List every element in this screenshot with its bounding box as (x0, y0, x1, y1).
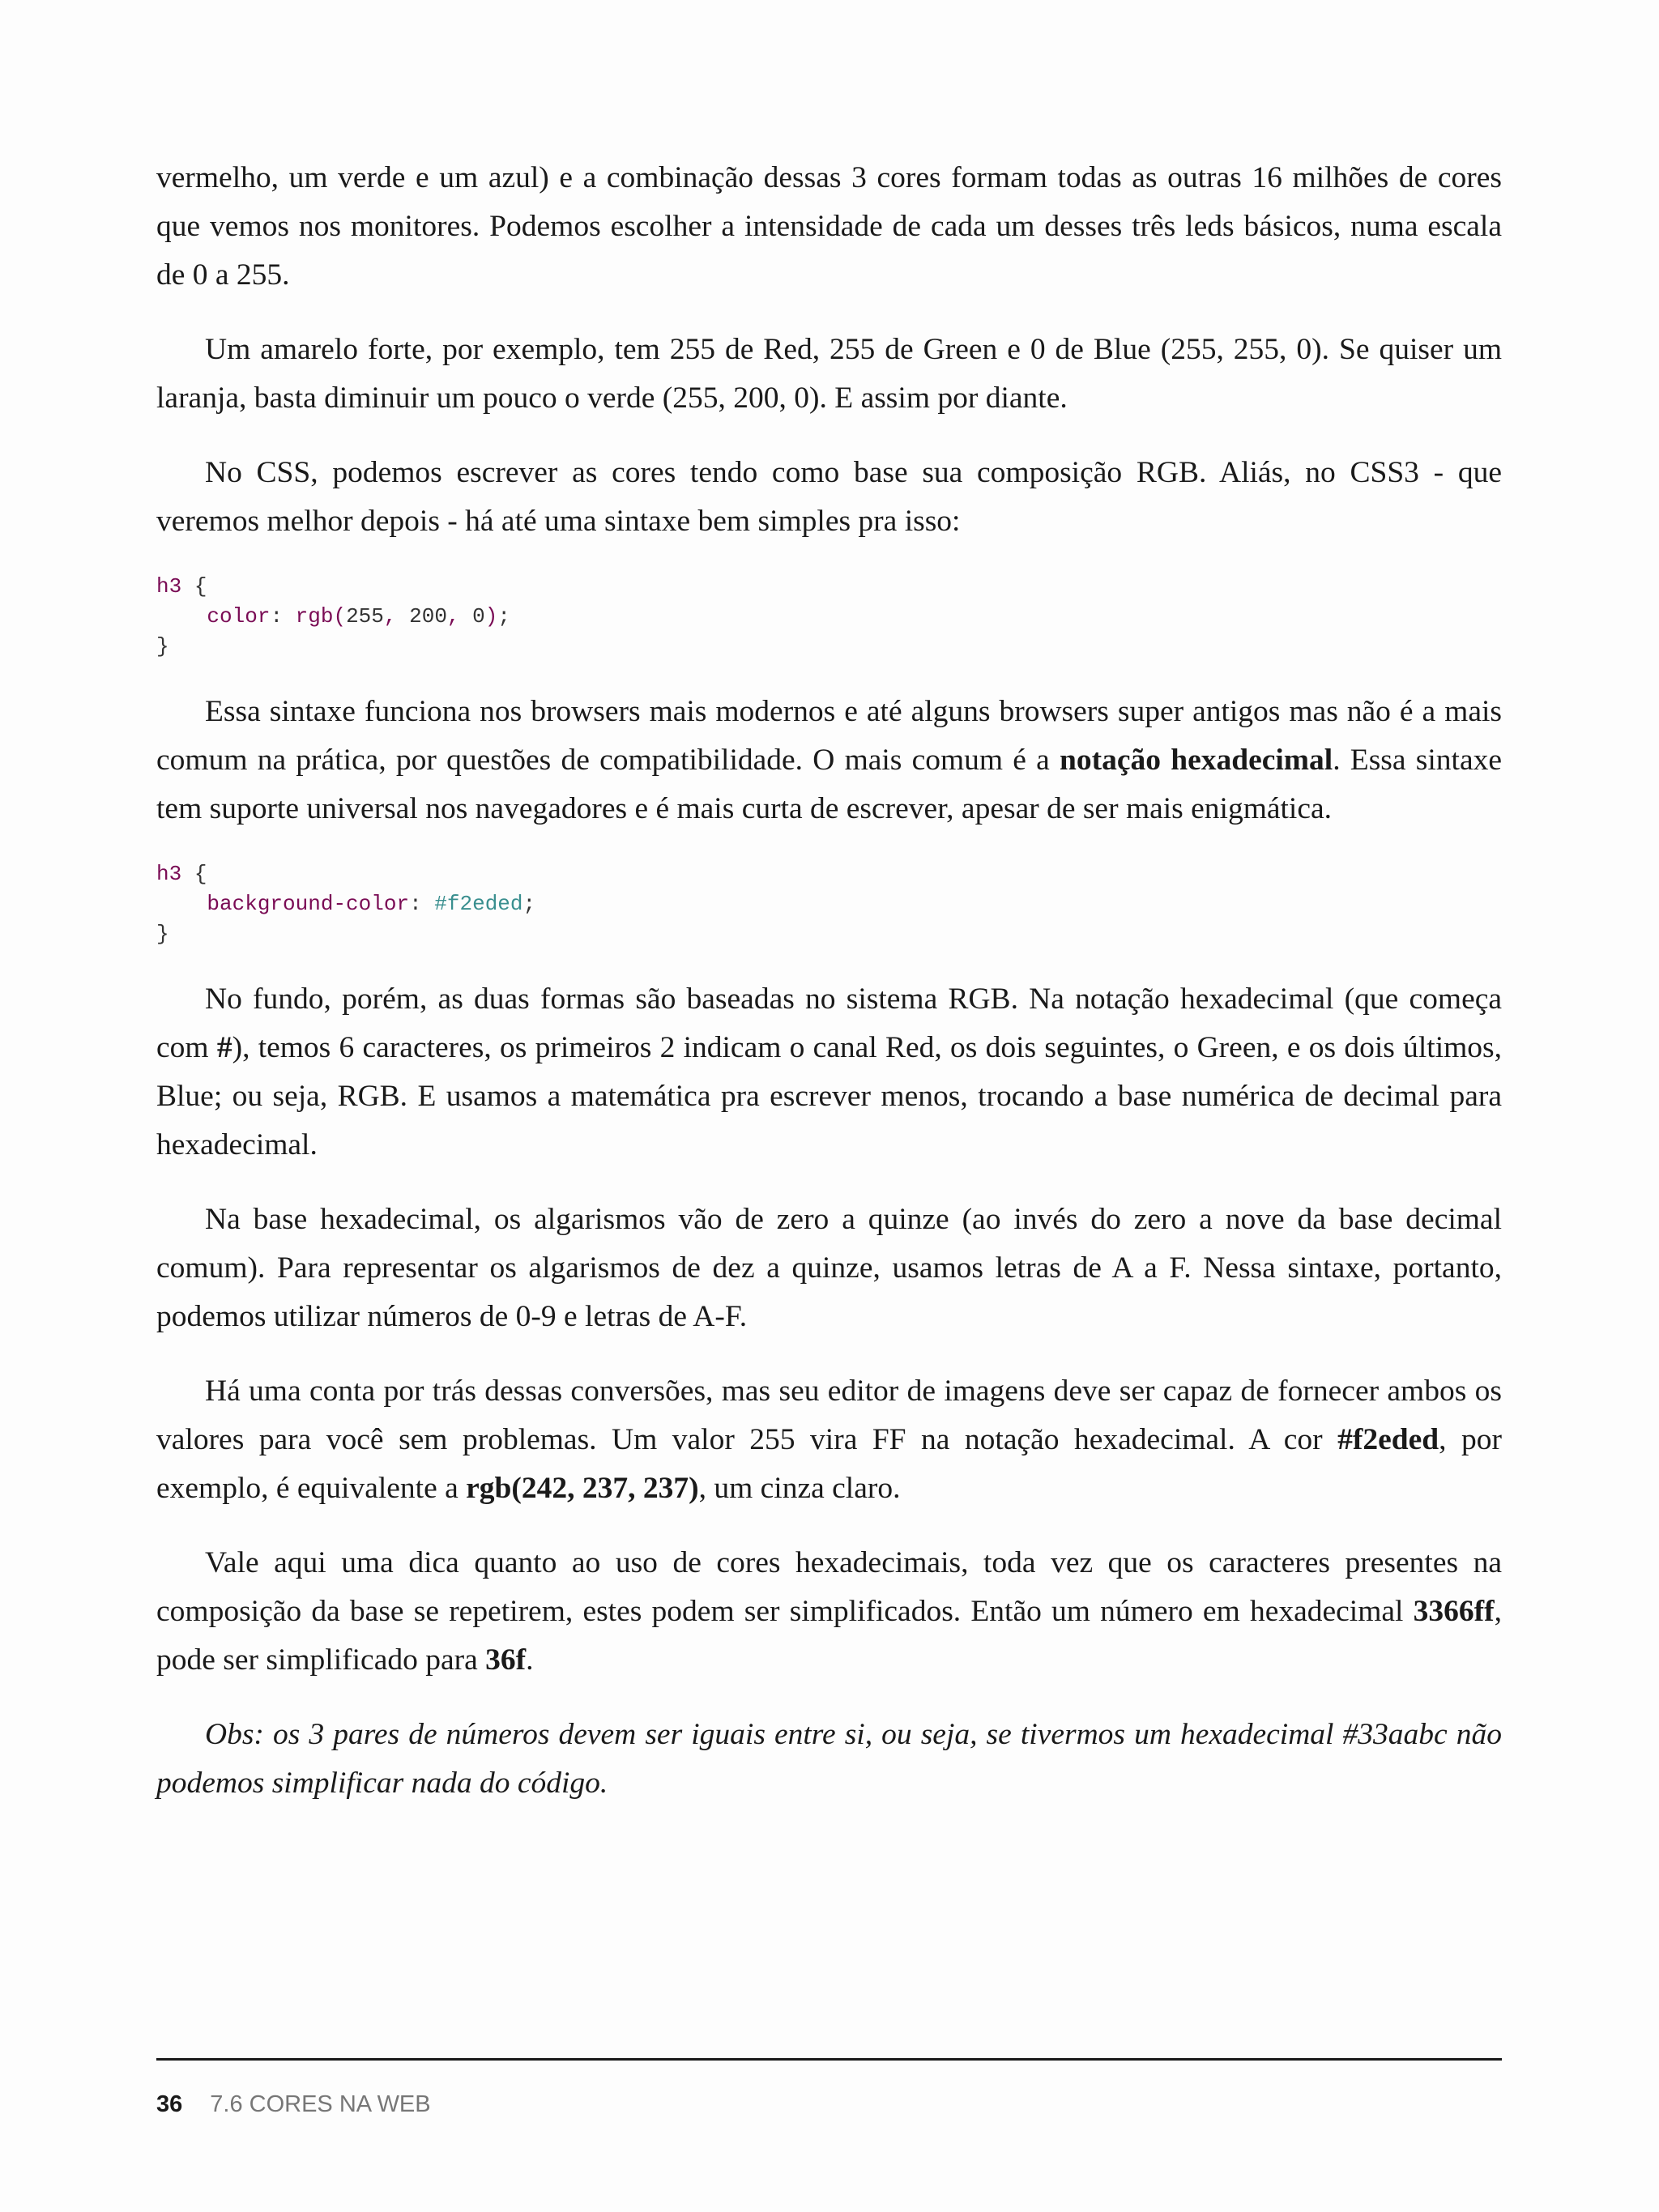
body-paragraph (156, 1711, 1502, 1808)
code-colon: : (270, 604, 296, 629)
body-paragraph (156, 1367, 1502, 1513)
body-paragraph (156, 975, 1502, 1170)
bold-text: #f2eded (1337, 1423, 1439, 1456)
code-selector: h3 (156, 574, 182, 599)
body-paragraph (156, 1539, 1502, 1685)
page-content (156, 154, 1502, 1834)
paragraph-text: , pode ser simplificado para (156, 1595, 1502, 1677)
code-brace-close: } (156, 922, 169, 946)
code-brace-open: { (181, 862, 207, 886)
paragraph-text: vermelho, um verde e um azul) e a combinação dessas 3 cores formam todas as outras 16 milhões de cores que vemos nos monitores. Podemos escolher a intensidade de cada um desses três leds básicos, numa escala de 0 a 255. (156, 161, 1502, 292)
code-value: 255 (346, 604, 384, 629)
code-block-rgb (156, 572, 1502, 662)
code-brace-open: { (181, 574, 207, 599)
code-selector: h3 (156, 862, 182, 886)
paragraph-text: Um amarelo forte, por exemplo, tem 255 de Red, 255 de Green e 0 de Blue (255, 255, 0). Se quiser um laranja, basta diminuir um pouco o verde (255, 200, 0). E assim por diante. (156, 333, 1502, 415)
paragraph-text: No CSS, podemos escrever as cores tendo como base sua composição RGB. Aliás, no CSS3 - que veremos melhor depois - há até uma sintaxe bem simples pra isso: (156, 456, 1502, 538)
code-brace-close: } (156, 634, 169, 658)
page-number: 36 (156, 2091, 183, 2117)
paragraph-text: Vale aqui uma dica quanto ao uso de cores hexadecimais, toda vez que os caracteres presentes na composição da base se repetirem, estes podem ser simplificados. Então um número em hexadecimal (156, 1546, 1502, 1628)
bold-text: # (216, 1031, 232, 1064)
code-indent (156, 892, 207, 916)
page-footer (156, 2091, 431, 2118)
paragraph-text: Na base hexadecimal, os algarismos vão de zero a quinze (ao invés do zero a nove da base decimal comum). Para representar os algarismos de dez a quinze, usamos letras de A a F. Nessa sintaxe, portanto, podemos utilizar números de 0-9 e letras de A-F. (156, 1203, 1502, 1333)
body-paragraph (156, 688, 1502, 833)
code-semicolon: ; (497, 604, 510, 629)
code-value: 200 (409, 604, 447, 629)
paragraph-text: . Essa sintaxe tem suporte universal nos navegadores e é mais curta de escrever, apesar de ser mais enigmática. (156, 744, 1502, 825)
code-separator: , (446, 604, 473, 629)
footer-section-title: 7.6 CORES NA WEB (210, 2091, 431, 2117)
code-separator: , (383, 604, 410, 629)
paragraph-text: Há uma conta por trás dessas conversões, mas seu editor de imagens deve ser capaz de fornecer ambos os valores para você sem problemas. Um valor 255 vira FF na notação hexadecimal. A cor (156, 1375, 1502, 1456)
paragraph-group (156, 975, 1502, 1808)
code-function-close: ) (484, 604, 498, 629)
code-function: rgb( (295, 604, 347, 629)
paragraph-group (156, 154, 1502, 546)
paragraph-group (156, 688, 1502, 833)
code-value: 0 (472, 604, 485, 629)
paragraph-text: No fundo, porém, as duas formas são baseadas no sistema RGB. Na notação hexadecimal (que começa com (156, 982, 1502, 1064)
body-paragraph (156, 154, 1502, 300)
paragraph-text: , um cinza claro. (698, 1472, 901, 1505)
footer-divider (156, 2058, 1502, 2061)
body-paragraph (156, 326, 1502, 423)
body-paragraph (156, 449, 1502, 546)
code-indent (156, 604, 207, 629)
paragraph-text: Obs: os 3 pares de números devem ser iguais entre si, ou seja, se tivermos um hexadecimal #33aabc não podemos simplificar nada do código. (156, 1718, 1502, 1800)
body-paragraph (156, 1196, 1502, 1341)
code-property: background-color (207, 892, 410, 916)
paragraph-text: Essa sintaxe funciona nos browsers mais modernos e até alguns browsers super antigos mas não é a mais comum na prática, por questões de compatibilidade. O mais comum é a (156, 695, 1502, 777)
paragraph-text: . (526, 1643, 534, 1677)
code-hex-value: #f2eded (434, 892, 523, 916)
bold-text: notação hexadecimal (1060, 744, 1333, 777)
bold-text: rgb(242, 237, 237) (466, 1472, 699, 1505)
code-block-hex (156, 859, 1502, 949)
code-colon: : (409, 892, 435, 916)
paragraph-text: ), temos 6 caracteres, os primeiros 2 indicam o canal Red, os dois seguintes, o Green, e os dois últimos, Blue; ou seja, RGB. E usamos a matemática pra escrever menos, trocando a base numérica de decimal para hexadecimal. (156, 1031, 1502, 1161)
code-semicolon: ; (522, 892, 536, 916)
paragraph-text: , por exemplo, é equivalente a (156, 1423, 1502, 1505)
bold-text: 36f (485, 1643, 527, 1677)
code-property: color (207, 604, 271, 629)
bold-text: 3366ff (1413, 1595, 1495, 1628)
